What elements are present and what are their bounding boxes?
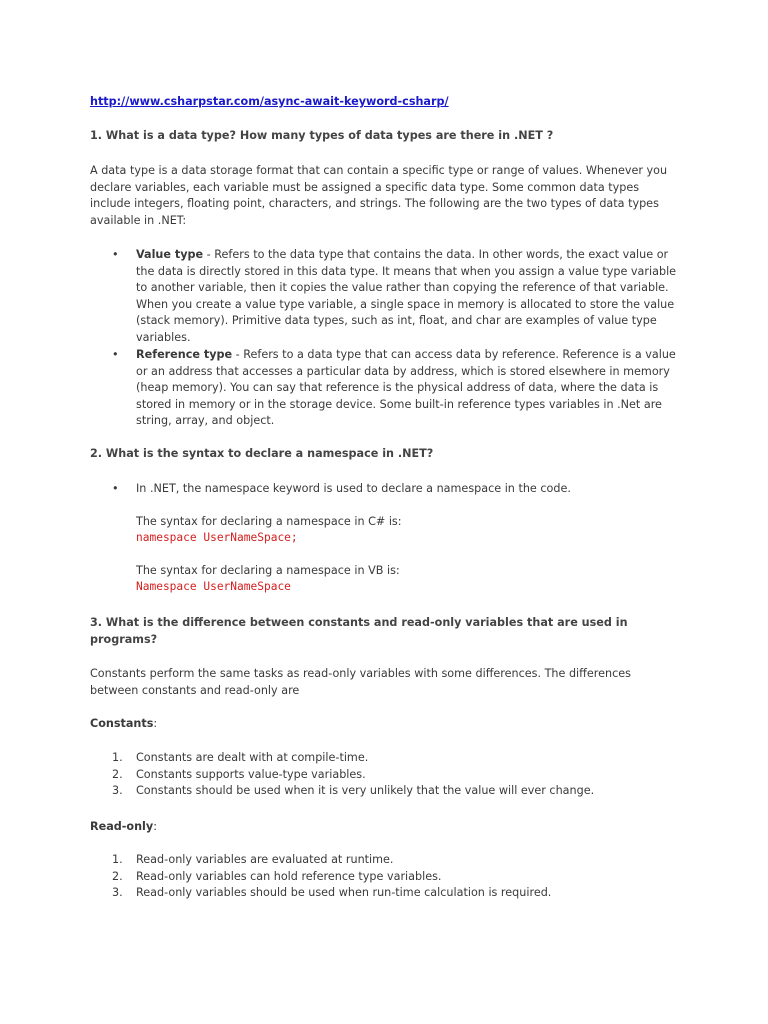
list-number: 3. (112, 886, 123, 899)
question-1-title: 1. What is a data type? How many types of data types are there in .NET ? (90, 129, 554, 142)
source-link[interactable]: http://www.csharpstar.com/async-await-keyword-csharp/ (90, 95, 449, 108)
constants-item: Constants should be used when it is very unlikely that the value will ever change. (136, 784, 595, 797)
question-3-intro: Constants perform the same tasks as read-only variables with some differences. The differences between constants and read-only are (90, 667, 631, 697)
list-number: 2. (112, 870, 123, 883)
constants-item: Constants are dealt with at compile-time. (136, 751, 369, 764)
list-number: 3. (112, 784, 123, 797)
list-number: 1. (112, 751, 123, 764)
constants-heading (90, 716, 690, 733)
readonly-item: Read-only variables can hold reference type variables. (136, 870, 442, 883)
readonly-heading-text: Read-only (90, 820, 154, 833)
constants-item: Constants supports value-type variables. (136, 768, 366, 781)
readonly-heading (90, 819, 690, 836)
bullet-marker: • (112, 348, 119, 361)
source-link-line (90, 94, 690, 111)
readonly-heading-colon: : (153, 820, 157, 833)
vb-syntax-label: The syntax for declaring a namespace in VB is: (136, 564, 400, 577)
reference-type-text: - Refers to a data type that can access data by reference. Reference is a value or an address that accesses a particular data by address, which is stored elsewhere in memory (heap memory). You can say that reference is the physical address of data, where the data is stored in memory or in the storage device. Some built-in reference types variables in .Net are string, array, and object. (136, 348, 676, 428)
question-2-title: 2. What is the syntax to declare a namespace in .NET? (90, 447, 434, 460)
namespace-keyword-item: In .NET, the namespace keyword is used to declare a namespace in the code. (136, 482, 571, 495)
question-3-title: 3. What is the difference between constants and read-only variables that are used in programs? (90, 616, 628, 646)
value-type-text: - Refers to the data type that contains the data. In other words, the exact value or the data is directly stored in this data type. It means that when you assign a value type variable to another variable, then it copies the value rather than copying the reference of that variable. When you create a value type variable, a single space in memory is allocated to store the value (stack memory). Primitive data types, such as int, float, and char are examples of value type variables. (136, 248, 677, 344)
question-1-intro: A data type is a data storage format that can contain a specific type or range of values. Whenever you declare variables, each variable must be assigned a specific data type. Some common data types include integers, floating point, characters, and strings. The following are the two types of data types available in .NET: (90, 164, 668, 227)
value-type-term: Value type (136, 248, 204, 261)
constants-heading-text: Constants (90, 717, 154, 730)
bullet-marker: • (112, 248, 119, 261)
constants-heading-colon: : (153, 717, 158, 730)
list-number: 1. (112, 853, 123, 866)
readonly-item: Read-only variables are evaluated at runtime. (136, 853, 394, 866)
readonly-item: Read-only variables should be used when run-time calculation is required. (136, 886, 552, 899)
list-number: 2. (112, 768, 123, 781)
csharp-syntax-code: namespace UserNameSpace; (136, 531, 298, 544)
vb-syntax-code: Namespace UserNameSpace (136, 580, 291, 593)
csharp-syntax-label: The syntax for declaring a namespace in C# is: (136, 515, 402, 528)
value-type-item (136, 247, 681, 347)
reference-type-item (136, 347, 681, 430)
bullet-marker: • (112, 482, 119, 495)
reference-type-term: Reference type (136, 348, 233, 361)
